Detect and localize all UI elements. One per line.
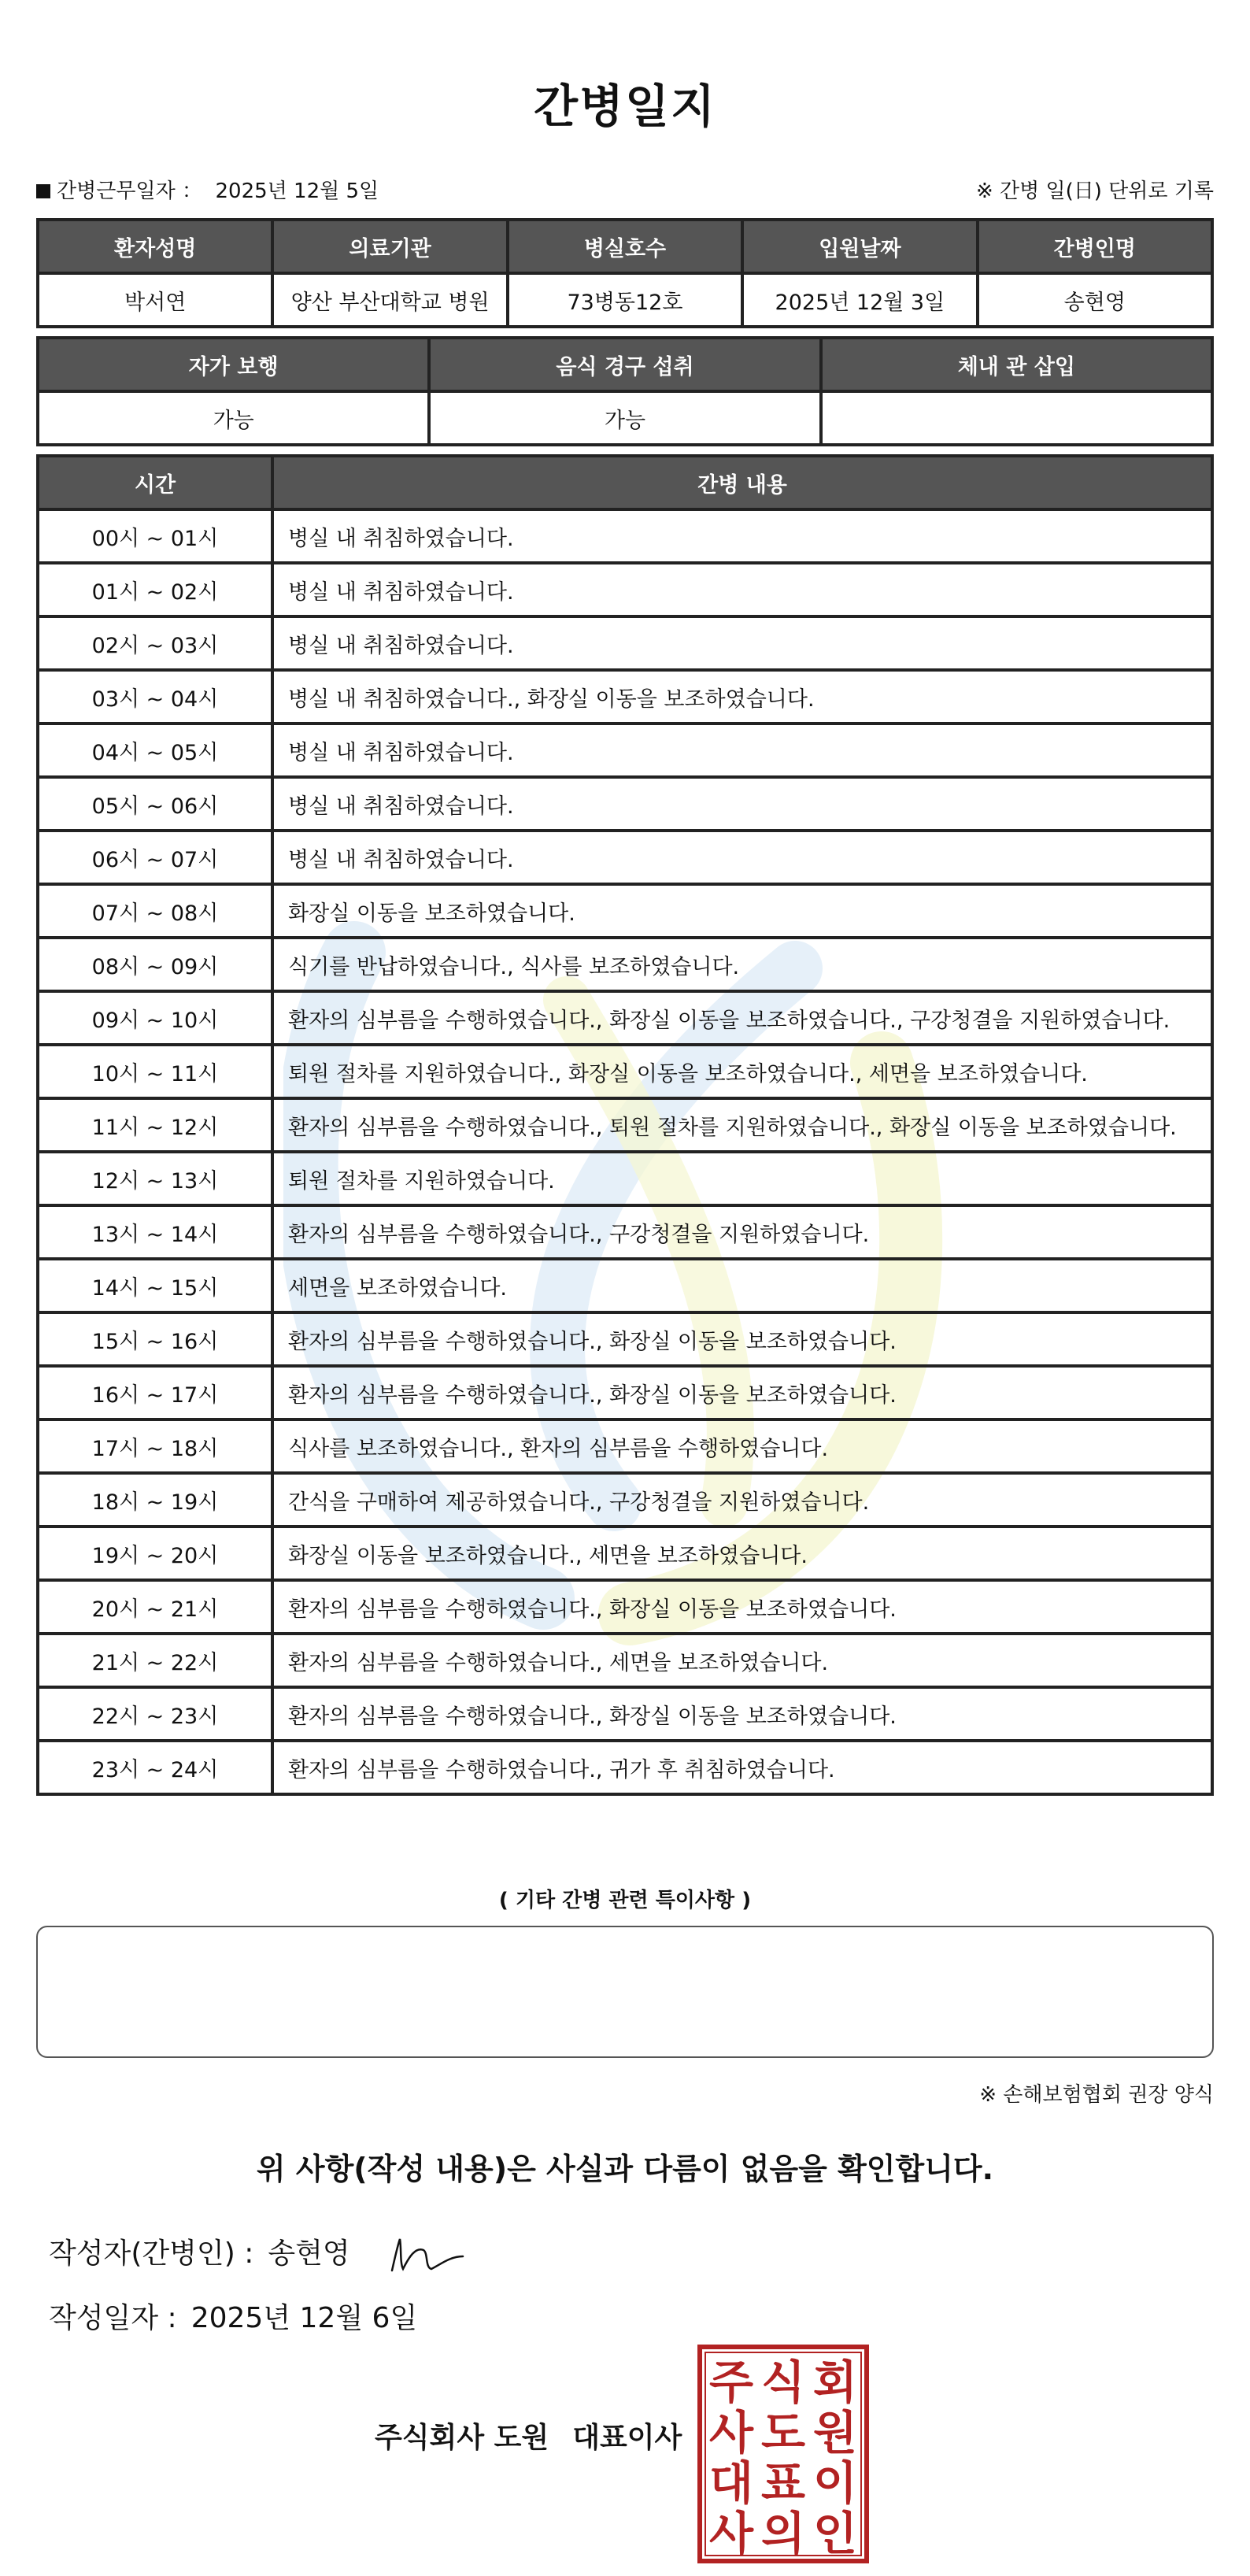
written-date-label: 작성일자 : (49, 2302, 177, 2334)
care-log-row (38, 1741, 1212, 1794)
care-content-cell: 화장실 이동을 보조하였습니다., 세면을 보조하였습니다. (272, 1527, 1212, 1580)
record-unit-note: ※ 간병 일(日) 단위로 기록 (975, 180, 1214, 203)
patient-name: 박서연 (38, 273, 272, 327)
care-time-cell: 19시 ~ 20시 (38, 1527, 272, 1580)
care-log-row (38, 1580, 1212, 1634)
care-content-cell: 환자의 심부름을 수행하였습니다., 화장실 이동을 보조하였습니다. (272, 1580, 1212, 1634)
care-time-cell: 21시 ~ 22시 (38, 1634, 272, 1687)
care-log-row (38, 1312, 1212, 1366)
source-note: ※ 손해보험협회 권장 양식 (979, 2083, 1214, 2107)
care-log-row (38, 1045, 1212, 1098)
care-log-row (38, 509, 1212, 563)
work-date-value: 2025년 12월 5일 (215, 180, 379, 203)
room-number: 73병동12호 (508, 273, 742, 327)
self-walking-value: 가능 (38, 391, 429, 445)
care-content-cell: 병실 내 취침하였습니다. (272, 509, 1212, 563)
care-time-cell: 11시 ~ 12시 (38, 1098, 272, 1152)
work-date-line (36, 175, 379, 204)
writer-line (49, 2231, 350, 2271)
care-time-cell: 10시 ~ 11시 (38, 1045, 272, 1098)
care-time-cell: 00시 ~ 01시 (38, 509, 272, 563)
admission-date: 2025년 12월 3일 (742, 273, 977, 327)
work-date-label: 간병근무일자 ： (57, 180, 202, 203)
header-hospital: 의료기관 (272, 220, 507, 273)
care-time-cell: 03시 ~ 04시 (38, 670, 272, 724)
special-notes-title: ( 기타 간병 관련 특이사항 ) (498, 1889, 752, 1912)
seal-character: 인 (812, 2507, 858, 2560)
care-content-cell: 병실 내 취침하였습니다. (272, 563, 1212, 616)
square-bullet-icon (36, 184, 50, 198)
special-notes-box (36, 1926, 1214, 2058)
hospital-name: 양산 부산대학교 병원 (272, 273, 507, 327)
writer-name: 송현영 (268, 2237, 350, 2270)
care-log-row (38, 1205, 1212, 1259)
care-time-cell: 22시 ~ 23시 (38, 1687, 272, 1741)
seal-character: 회 (812, 2356, 858, 2409)
written-date-value: 2025년 12월 6일 (190, 2302, 418, 2334)
care-content-cell: 환자의 심부름을 수행하였습니다., 귀가 후 취침하였습니다. (272, 1741, 1212, 1794)
care-content-cell: 환자의 심부름을 수행하였습니다., 화장실 이동을 보조하였습니다. (272, 1312, 1212, 1366)
care-time-cell: 17시 ~ 18시 (38, 1419, 272, 1473)
care-log-row (38, 616, 1212, 670)
header-patient-name: 환자성명 (38, 220, 272, 273)
care-time-cell: 02시 ~ 03시 (38, 616, 272, 670)
header-caregiver-name: 간병인명 (978, 220, 1212, 273)
patient-info-value-row (38, 273, 1212, 327)
seal-character: 사 (708, 2507, 754, 2560)
seal-character: 주 (708, 2356, 754, 2409)
care-content-cell: 환자의 심부름을 수행하였습니다., 화장실 이동을 보조하였습니다. (272, 1687, 1212, 1741)
care-log-row (38, 1259, 1212, 1312)
care-content-cell: 세면을 보조하였습니다. (272, 1259, 1212, 1312)
seal-character: 이 (812, 2456, 858, 2510)
care-log-row (38, 1634, 1212, 1687)
care-log-row (38, 938, 1212, 991)
header-room-number: 병실호수 (508, 220, 742, 273)
care-time-cell: 08시 ~ 09시 (38, 938, 272, 991)
care-content-cell: 병실 내 취침하였습니다. (272, 777, 1212, 831)
company-name: 주식회사 도원 (375, 2422, 549, 2454)
care-time-cell: 16시 ~ 17시 (38, 1366, 272, 1419)
writer-label: 작성자(간병인) : (49, 2237, 254, 2270)
care-content-cell: 간식을 구매하여 제공하였습니다., 구강청결을 지원하였습니다. (272, 1473, 1212, 1527)
care-time-cell: 12시 ~ 13시 (38, 1152, 272, 1205)
care-content-cell: 환자의 심부름을 수행하였습니다., 퇴원 절차를 지원하였습니다., 화장실 이동을 보조하였습니다. (272, 1098, 1212, 1152)
care-log-row (38, 1419, 1212, 1473)
care-log-row (38, 884, 1212, 938)
page-title: 간병일지 (533, 80, 717, 133)
care-time-cell: 09시 ~ 10시 (38, 991, 272, 1045)
care-log-row (38, 1473, 1212, 1527)
care-content-cell: 환자의 심부름을 수행하였습니다., 화장실 이동을 보조하였습니다., 구강청결을 지원하였습니다. (272, 991, 1212, 1045)
care-time-cell: 01시 ~ 02시 (38, 563, 272, 616)
header-care-content: 간병 내용 (272, 456, 1212, 509)
care-time-cell: 20시 ~ 21시 (38, 1580, 272, 1634)
care-content-cell: 병실 내 취침하였습니다. (272, 724, 1212, 777)
company-seal-stamp (696, 2343, 871, 2565)
header-tube-insertion: 체내 관 삽입 (821, 338, 1212, 391)
patient-info-table (36, 218, 1214, 328)
caregiver-name: 송현영 (978, 273, 1212, 327)
care-content-cell: 환자의 심부름을 수행하였습니다., 화장실 이동을 보조하였습니다. (272, 1366, 1212, 1419)
seal-character: 사 (708, 2406, 754, 2459)
handwritten-signature (384, 2233, 479, 2277)
care-content-cell: 식사를 보조하였습니다., 환자의 심부름을 수행하였습니다. (272, 1419, 1212, 1473)
seal-character: 의 (760, 2507, 806, 2560)
care-content-cell: 환자의 심부름을 수행하였습니다., 세면을 보조하였습니다. (272, 1634, 1212, 1687)
care-log-row (38, 1687, 1212, 1741)
representative-title: 대표이사 (572, 2422, 682, 2454)
care-content-cell: 퇴원 절차를 지원하였습니다. (272, 1152, 1212, 1205)
patient-status-table (36, 336, 1214, 446)
care-time-cell: 04시 ~ 05시 (38, 724, 272, 777)
care-time-cell: 05시 ~ 06시 (38, 777, 272, 831)
written-date-line (49, 2296, 417, 2336)
care-log-row (38, 563, 1212, 616)
care-log-row (38, 1098, 1212, 1152)
care-log-row (38, 1527, 1212, 1580)
care-content-cell: 병실 내 취침하였습니다. (272, 831, 1212, 884)
seal-character: 표 (760, 2456, 806, 2510)
tube-insertion-value (821, 391, 1212, 445)
care-content-cell: 식기를 반납하였습니다., 식사를 보조하였습니다. (272, 938, 1212, 991)
care-time-cell: 06시 ~ 07시 (38, 831, 272, 884)
care-log-row (38, 1366, 1212, 1419)
care-time-cell: 23시 ~ 24시 (38, 1741, 272, 1794)
care-content-cell: 병실 내 취침하였습니다. (272, 616, 1212, 670)
oral-intake-value: 가능 (429, 391, 820, 445)
seal-character: 도 (760, 2406, 806, 2459)
patient-status-value-row (38, 391, 1212, 445)
care-time-cell: 13시 ~ 14시 (38, 1205, 272, 1259)
care-content-cell: 병실 내 취침하였습니다., 화장실 이동을 보조하였습니다. (272, 670, 1212, 724)
care-time-cell: 15시 ~ 16시 (38, 1312, 272, 1366)
care-log-row (38, 1152, 1212, 1205)
seal-character: 대 (708, 2456, 754, 2510)
seal-character: 원 (812, 2406, 858, 2459)
care-log-table (36, 454, 1214, 1796)
patient-info-header-row (38, 220, 1212, 273)
care-log-row (38, 777, 1212, 831)
care-time-cell: 07시 ~ 08시 (38, 884, 272, 938)
care-content-cell: 퇴원 절차를 지원하였습니다., 화장실 이동을 보조하였습니다., 세면을 보조하였습니다. (272, 1045, 1212, 1098)
company-signature-line (375, 2415, 682, 2456)
confirmation-statement: 위 사항(작성 내용)은 사실과 다름이 없음을 확인합니다. (256, 2152, 994, 2186)
care-time-cell: 14시 ~ 15시 (38, 1259, 272, 1312)
patient-status-header-row (38, 338, 1212, 391)
seal-character: 식 (760, 2356, 806, 2409)
header-time: 시간 (38, 456, 272, 509)
care-log-row (38, 831, 1212, 884)
care-content-cell: 화장실 이동을 보조하였습니다. (272, 884, 1212, 938)
care-log-row (38, 724, 1212, 777)
care-content-cell: 환자의 심부름을 수행하였습니다., 구강청결을 지원하였습니다. (272, 1205, 1212, 1259)
care-log-header-row (38, 456, 1212, 509)
care-time-cell: 18시 ~ 19시 (38, 1473, 272, 1527)
header-oral-intake: 음식 경구 섭취 (429, 338, 820, 391)
header-self-walking: 자가 보행 (38, 338, 429, 391)
care-log-row (38, 991, 1212, 1045)
care-log-row (38, 670, 1212, 724)
header-admission-date: 입원날짜 (742, 220, 977, 273)
